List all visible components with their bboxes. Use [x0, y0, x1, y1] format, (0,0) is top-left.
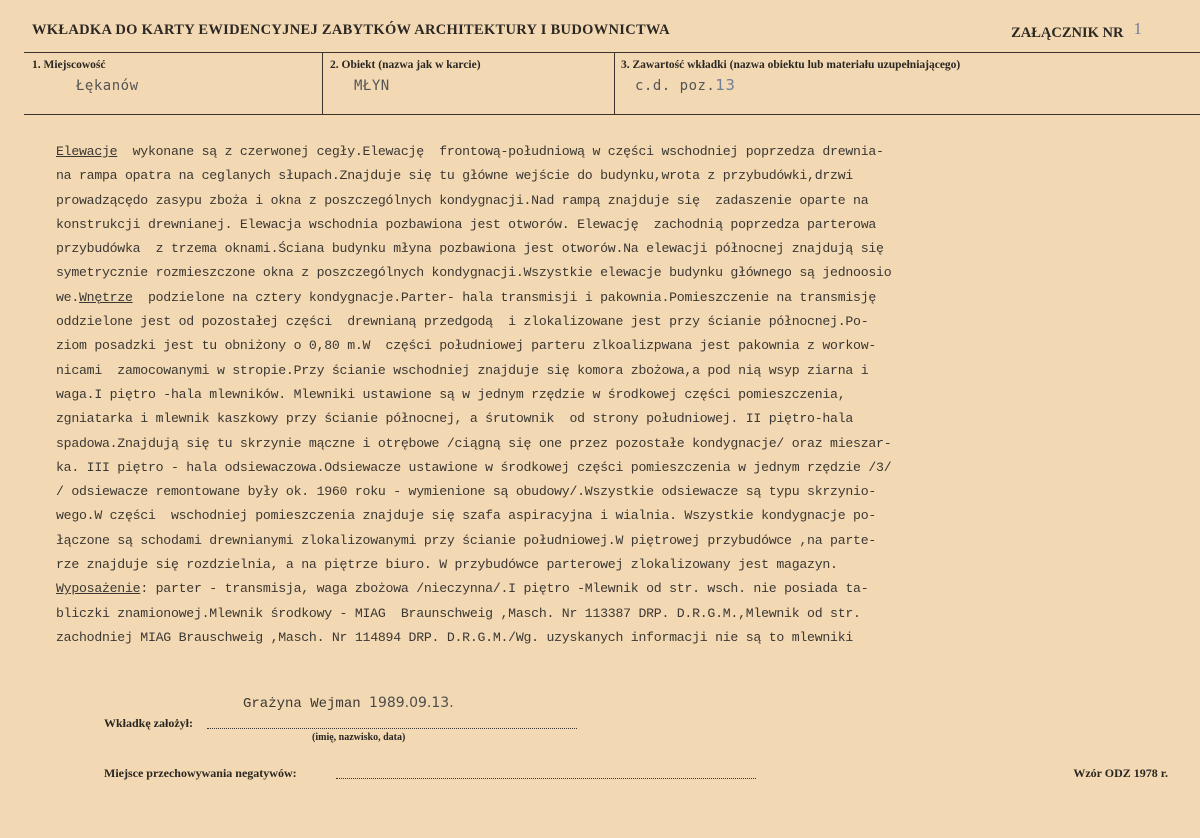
content-number: 13 — [715, 76, 736, 94]
locality-label: 1. Miejscowość — [32, 59, 106, 71]
field-divider-1 — [322, 52, 323, 114]
text-line — [56, 553, 1176, 577]
text-segment: : parter - transmisja, waga zbożowa /nieczynna/.I piętro -Mlewnik od str. wsch. nie posiada ta- — [140, 581, 869, 597]
text-segment: ziom posadzki jest tu obniżony o 0,80 m.W części południowej parteru zlkoalizpwana jest pakownia z workow- — [56, 338, 877, 354]
form-model: Wzór ODZ 1978 r. — [1073, 766, 1168, 780]
text-line — [56, 140, 1176, 164]
fields-bottom-rule — [24, 114, 1200, 115]
signature — [243, 695, 454, 712]
text-segment: / odsiewacze remontowane były ok. 1960 roku - wymienione są obudowy/.Wszystkie odsiewacze są typu skrzynio- — [56, 484, 877, 500]
section-heading: Wnętrze — [79, 289, 133, 305]
content-value-text: c.d. poz. — [635, 78, 716, 94]
text-line — [56, 189, 1176, 213]
text-segment: zachodniej MIAG Brauschweig ,Masch. Nr 114894 DRP. D.R.G.M./Wg. uzyskanych informacji nie są to mlewniki — [56, 629, 854, 645]
founder-label: Wkładkę założył: — [104, 716, 193, 730]
text-line — [56, 577, 1176, 601]
text-segment: nicami zamocowanymi w stropie.Przy ścianie wschodniej znajduje się komora zbożowa,a pod nią wsyp ziarna i — [56, 362, 869, 378]
text-line — [56, 164, 1176, 188]
typed-description — [56, 140, 1176, 650]
text-line — [56, 286, 1176, 310]
text-segment: na rampa opatra na ceglanych słupach.Znajduje się tu główne wejście do budynku,wrota z przybudówki,drzwi — [56, 168, 854, 184]
text-line — [56, 359, 1176, 383]
text-segment: ka. III piętro - hala odsiewaczowa.Odsiewacze ustawione w środkowej części pomieszczenia w jednym rzędzie /3/ — [56, 459, 892, 475]
text-line — [56, 383, 1176, 407]
annex-label-text: ZAŁĄCZNIK NR — [1011, 25, 1124, 41]
text-segment: podzielone na cztery kondygnacje.Parter- hala transmisji i pakownia.Pomieszczenie na transmisję — [132, 289, 877, 305]
text-segment: przybudówka z trzema oknami.Ściana budynku młyna pozbawiona jest otworów.Na elewacji północnej znajdują się — [56, 241, 884, 257]
text-segment: waga.I piętro -hala mlewników. Mlewniki ustawione są w jednym rzędzie w środkowej części pomieszczenia, — [56, 386, 846, 402]
text-line — [56, 432, 1176, 456]
object-value: MŁYN — [354, 78, 390, 94]
text-line — [56, 334, 1176, 358]
text-line — [56, 529, 1176, 553]
text-segment: prowadzącędo zasypu zboża i okna z poszczególnych kondygnacji.Nad rampą znajduje się zadaszenie oparte na — [56, 192, 869, 208]
document-title: WKŁADKA DO KARTY EWIDENCYJNEJ ZABYTKÓW ARCHITEKTURY I BUDOWNICTWA — [32, 22, 670, 38]
signature-name: Grażyna Wejman — [243, 696, 361, 712]
content-value — [635, 76, 735, 94]
text-segment: wego.W części wschodniej pomieszczenia znajduje się szafa aspiracyjna i wialnia. Wszystkie kondygnacje po- — [56, 508, 877, 524]
text-line — [56, 310, 1176, 334]
text-line — [56, 602, 1176, 626]
text-segment: bliczki znamionowej.Mlewnik środkowy - MIAG Braunschweig ,Masch. Nr 113387 DRP. D.R.G.M.,Mlewnik od str. — [56, 605, 861, 621]
object-label: 2. Obiekt (nazwa jak w karcie) — [330, 59, 481, 71]
top-rule — [24, 52, 1200, 53]
text-line — [56, 261, 1176, 285]
text-line — [56, 626, 1176, 650]
text-segment: symetrycznie rozmieszczone okna z poszczególnych kondygnacji.Wszystkie elewacje budynku głównego są jednoosio — [56, 265, 892, 281]
text-segment: oddzielone jest od pozostałej części drewnianą przedgodą i zlokalizowane jest przy ścianie północnej.Po- — [56, 314, 869, 330]
text-segment: we. — [56, 289, 79, 305]
text-segment: rze znajduje się rozdzielnia, a na piętrze biuro. W przybudówce parterowej zlokalizowany jest magazyn. — [56, 557, 838, 573]
text-segment: spadowa.Znajdują się tu skrzynie mączne i otrębowe /ciągną się one przez pozostałe kondygnacje/ oraz mieszar- — [56, 435, 892, 451]
annex-label — [1011, 19, 1142, 42]
founder-dotted-line — [207, 716, 577, 729]
negatives-label: Miejsce przechowywania negatywów: — [104, 766, 297, 780]
founder-hint: (imię, nazwisko, data) — [312, 732, 406, 743]
signature-date: 1989.09.13. — [369, 695, 454, 711]
text-segment: łączone są schodami drewnianymi zlokalizowanymi przy ścianie południowej.W piętrowej przybudówce ,na parte- — [56, 532, 877, 548]
text-line — [56, 504, 1176, 528]
text-line — [56, 456, 1176, 480]
section-heading: Elewacje — [56, 144, 118, 159]
section-heading: Wyposażenie — [56, 581, 141, 597]
negatives-dotted-line — [336, 766, 756, 779]
text-line — [56, 213, 1176, 237]
text-segment: zgniatarka i mlewnik kaszkowy przy ścianie północnej, a śrutownik od strony południowej. II piętro-hala — [56, 411, 854, 427]
field-divider-2 — [614, 52, 615, 114]
text-line — [56, 480, 1176, 504]
content-label: 3. Zawartość wkładki (nazwa obiektu lub materiału uzupełniającego) — [621, 59, 961, 71]
text-segment: wykonane są z czerwonej cegły.Elewację frontową-południową w części wschodniej poprzedza drewnia- — [117, 144, 884, 159]
annex-number: 1 — [1133, 19, 1142, 38]
text-segment: konstrukcji drewnianej. Elewacja wschodnia pozbawiona jest otworów. Elewację zachodnią poprzedza parterowa — [56, 216, 877, 232]
text-line — [56, 237, 1176, 261]
text-line — [56, 407, 1176, 431]
locality-value: Łękanów — [76, 78, 139, 94]
